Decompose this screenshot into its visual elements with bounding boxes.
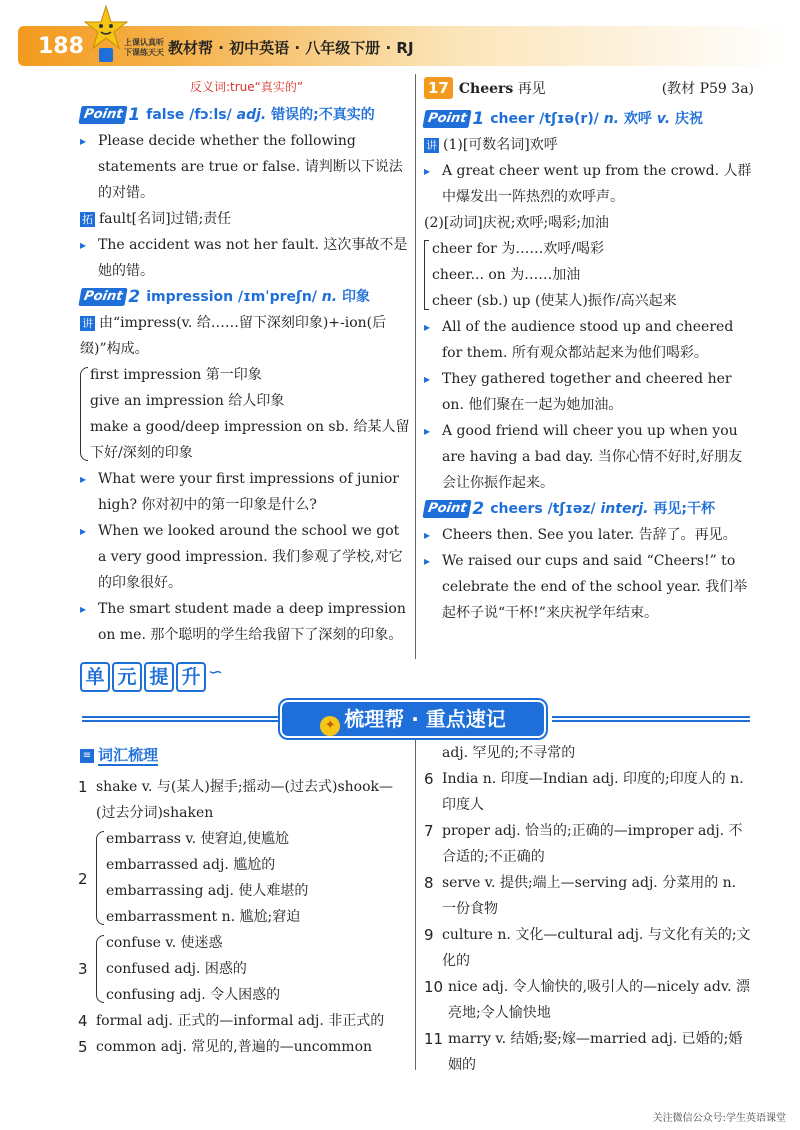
point-number: 1 xyxy=(472,109,485,129)
right-column xyxy=(424,76,754,626)
slogan-line-1: 上课认真听 xyxy=(124,38,164,47)
vocab-list-right xyxy=(424,740,754,1078)
section-number: 17 xyxy=(424,77,453,99)
word-family-item: embarrassment n. 尴尬;窘迫 xyxy=(106,909,301,925)
word-family-group xyxy=(96,826,408,930)
point-number: 2 xyxy=(128,287,141,307)
part-of-speech: n. xyxy=(603,111,620,127)
unit-title-char: 单 xyxy=(80,662,110,692)
example-sentence: ▸ All of the audience stood up and cheered for them. 所有观众都站起来为他们喝彩。 xyxy=(424,314,754,366)
vocab-text: marry v. 结婚;娶;嫁—married adj. 已婚的;婚姻的 xyxy=(448,1031,743,1073)
column-divider xyxy=(415,740,416,1070)
vocab-list-left xyxy=(78,774,408,1060)
vocab-number: 10 xyxy=(424,978,444,996)
banner-line-left xyxy=(82,716,278,722)
point-number: 2 xyxy=(472,499,485,519)
sense-label: (1)[可数名词]欢呼 xyxy=(443,137,558,153)
phonetic: /fɔːls/ xyxy=(189,107,232,123)
unit-title-char: 提 xyxy=(144,662,174,692)
phrase-group xyxy=(80,362,410,466)
phonetic: /tʃɪə(r)/ xyxy=(539,111,599,127)
unit-title-char: 元 xyxy=(112,662,142,692)
part-of-speech: adj. xyxy=(236,107,267,123)
vocab-number: 8 xyxy=(424,874,434,892)
point-tag: Point xyxy=(422,110,472,128)
phrase-item: make a good/deep impression on sb. 给某人留下好/深刻的印象 xyxy=(90,419,410,461)
vocab-number: 1 xyxy=(78,778,88,796)
word-family-item: confusing adj. 令人困惑的 xyxy=(106,987,281,1003)
example-sentence: ▸ The accident was not her fault. 这次事故不是她的错。 xyxy=(80,232,410,284)
list-icon: ≡ xyxy=(80,749,94,763)
meaning: 错误的;不真实的 xyxy=(271,107,375,123)
textbook-reference: (教材 P59 3a) xyxy=(661,81,754,97)
page-header xyxy=(0,0,800,70)
word-family-item: confuse v. 使迷惑 xyxy=(106,935,223,951)
vocab-item xyxy=(424,974,754,1026)
vocab-item xyxy=(424,1026,754,1078)
headword: false xyxy=(146,107,185,123)
phrase-item: cheer (sb.) up (使某人)振作/高兴起来 xyxy=(432,293,677,309)
explanation-tag: 讲 xyxy=(426,138,437,152)
example-sentence: ▸ A good friend will cheer you up when you are having a bad day. 当你心情不好时,好朋友会让你振作起来。 xyxy=(424,418,754,496)
word-family-item: embarrassing adj. 使人难堪的 xyxy=(106,883,309,899)
section-title: Cheers xyxy=(458,81,514,97)
explanation-tag: 讲 xyxy=(82,316,93,330)
example-sentence: ▸ When we looked around the school we got a very good impression. 我们参观了学校,对它的印象很好。 xyxy=(80,518,410,596)
vocab-number: 6 xyxy=(424,770,434,788)
vocab-text: shake v. 与(某人)握手;摇动—(过去式)shook—(过去分词)shaken xyxy=(96,779,394,821)
example-sentence: ▸ Cheers then. See you later. 告辞了。再见。 xyxy=(424,522,754,548)
left-column xyxy=(80,76,410,648)
vocab-text: nice adj. 令人愉快的,吸引人的—nicely adv. 漂亮地;令人愉快地 xyxy=(448,979,750,1021)
point-impression-heading xyxy=(80,284,410,310)
example-sentence: ▸ A great cheer went up from the crowd. 人群中爆发出一阵热烈的欢呼声。 xyxy=(424,158,754,210)
point-cheers-heading xyxy=(424,496,754,522)
point-cheer-heading xyxy=(424,106,754,132)
explanation-text: 由“impress(v. 给……留下深刻印象)+-ion(后缀)”构成。 xyxy=(80,315,387,357)
example-sentence: ▸ We raised our cups and said “Cheers!” to celebrate the end of the school year. 我们举起杯子说“干杯!”来庆祝学年结束。 xyxy=(424,548,754,626)
part-of-speech: n. xyxy=(321,289,338,305)
phrase-item: first impression 第一印象 xyxy=(90,367,262,383)
vocab-text: proper adj. 恰当的;正确的—improper adj. 不合适的;不正确的 xyxy=(442,823,743,865)
unit-upgrade-title xyxy=(80,662,223,692)
vocab-text: serve v. 提供;端上—serving adj. 分菜用的 n. 一份食物 xyxy=(442,875,737,917)
vocab-number: 2 xyxy=(78,870,88,888)
phrase-item: cheer for 为……欢呼/喝彩 xyxy=(432,241,605,257)
section-banner xyxy=(82,702,750,736)
vocab-item xyxy=(78,1034,408,1060)
meaning: 欢呼 xyxy=(623,111,652,127)
sense-label: (2)[动词]庆祝;欢呼;喝彩;加油 xyxy=(424,215,609,231)
point-number: 1 xyxy=(128,105,141,125)
vocab-item xyxy=(424,818,754,870)
vocab-item xyxy=(78,1008,408,1034)
headword: impression xyxy=(146,289,234,305)
phrase-group xyxy=(424,236,754,314)
word-family-group xyxy=(96,930,408,1008)
example-sentence: ▸ What were your first impressions of junior high? 你对初中的第一印象是什么? xyxy=(80,466,410,518)
vocab-number: 4 xyxy=(78,1012,88,1030)
vocab-item xyxy=(424,870,754,922)
vocab-number: 5 xyxy=(78,1038,88,1056)
part-of-speech: interj. xyxy=(600,501,649,517)
vocab-text: India n. 印度—Indian adj. 印度的;印度人的 n. 印度人 xyxy=(442,771,744,813)
word-family-item: embarrassed adj. 尴尬的 xyxy=(106,857,276,873)
vocab-item xyxy=(424,922,754,974)
phrase-item: cheer... on 为……加油 xyxy=(432,267,581,283)
antonym-annotation: 反义词:true“真实的” xyxy=(190,80,304,94)
example-sentence: ▸ They gathered together and cheered her on. 他们聚在一起为她加油。 xyxy=(424,366,754,418)
part-of-speech: v. xyxy=(656,111,671,127)
phrase-item: give an impression 给人印象 xyxy=(90,393,285,409)
page-number: 188 xyxy=(38,34,84,59)
banner-title xyxy=(282,702,544,736)
book-title: 教材帮 · 初中英语 · 八年级下册 · RJ xyxy=(168,39,414,57)
star-mascot-icon xyxy=(84,4,128,64)
column-divider xyxy=(415,74,416,659)
vocab-title-text: 词汇梳理 xyxy=(98,746,159,764)
lightbulb-icon: ✦ xyxy=(320,716,340,736)
vocab-number: 9 xyxy=(424,926,434,944)
extension-tag: 拓 xyxy=(82,212,93,226)
point-tag: Point xyxy=(422,500,472,518)
headword: cheers xyxy=(490,501,543,517)
vocab-number: 11 xyxy=(424,1030,444,1048)
point-false-heading xyxy=(80,102,410,128)
phonetic: /tʃɪəz/ xyxy=(547,501,596,517)
phonetic: /ɪmˈpreʃn/ xyxy=(237,289,317,305)
extension-note xyxy=(80,206,410,232)
vocab-text: formal adj. 正式的—informal adj. 非正式的 xyxy=(96,1013,385,1029)
banner-line-right xyxy=(552,716,750,722)
example-sentence: ▸ The smart student made a deep impression on me. 那个聪明的学生给我留下了深刻的印象。 xyxy=(80,596,410,648)
vocab-item xyxy=(78,826,408,930)
word-family-item: confused adj. 困惑的 xyxy=(106,961,247,977)
vocab-number: 7 xyxy=(424,822,434,840)
headword: cheer xyxy=(490,111,535,127)
meaning: 再见;干杯 xyxy=(653,501,715,517)
section-heading xyxy=(424,76,754,106)
unit-title-char: 升 xyxy=(176,662,206,692)
slogan-line-2: 下课练天天 xyxy=(124,48,164,57)
vocab-continuation: adj. 罕见的;不寻常的 xyxy=(442,745,576,761)
banner-text: 梳理帮 · 重点速记 xyxy=(344,707,506,731)
vocab-text: culture n. 文化—cultural adj. 与文化有关的;文化的 xyxy=(442,927,751,969)
vocab-section-title xyxy=(80,744,158,765)
meaning: 印象 xyxy=(341,289,370,305)
vocab-number: 3 xyxy=(78,960,88,978)
squiggle-icon: ∽ xyxy=(208,662,224,683)
vocab-item xyxy=(78,930,408,1008)
footer-note: 关注微信公众号:学生英语课堂 xyxy=(652,1113,786,1124)
vocab-item xyxy=(78,774,408,826)
point-tag: Point xyxy=(78,106,128,124)
meaning: 庆祝 xyxy=(674,111,703,127)
explanation-note xyxy=(80,310,410,362)
explanation-note xyxy=(424,132,754,158)
section-zh: 再见 xyxy=(517,81,546,97)
example-sentence: ▸ Please decide whether the following statements are true or false. 请判断以下说法的对错。 xyxy=(80,128,410,206)
vocab-text: common adj. 常见的,普遍的—uncommon xyxy=(96,1039,373,1055)
word-family-item: embarrass v. 使窘迫,使尴尬 xyxy=(106,831,290,847)
vocab-item xyxy=(424,766,754,818)
extension-text: fault[名词]过错;责任 xyxy=(99,211,232,227)
header-slogan xyxy=(124,38,164,58)
point-tag: Point xyxy=(78,288,128,306)
